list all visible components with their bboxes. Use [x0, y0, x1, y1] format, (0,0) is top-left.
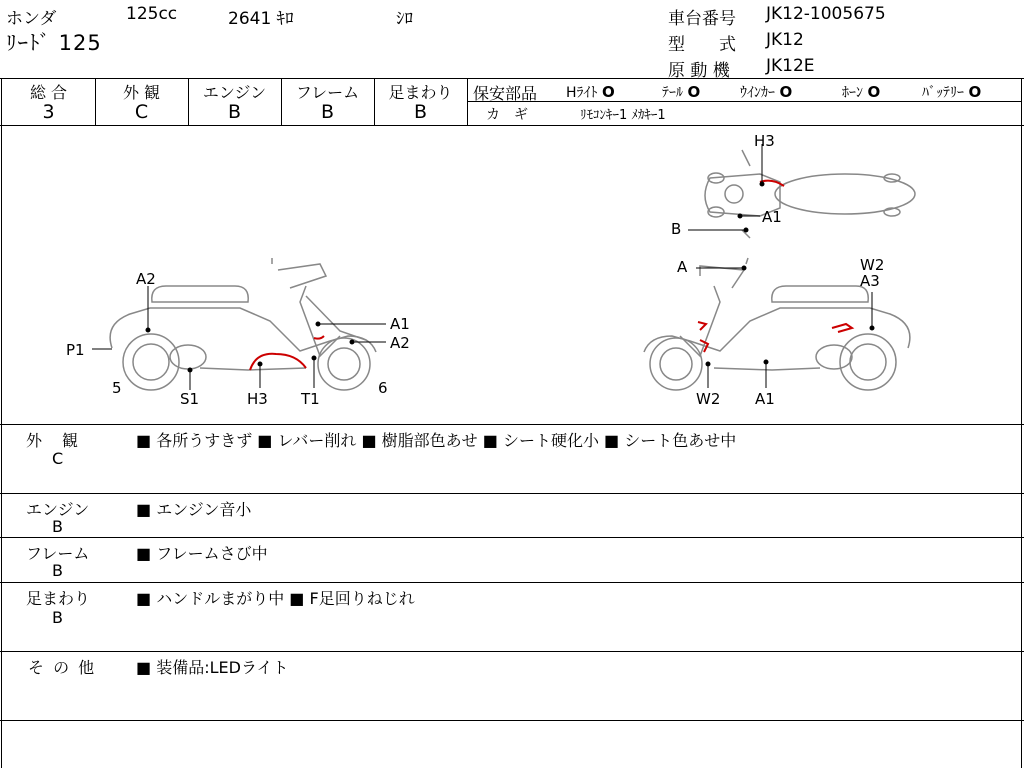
grade-label: 外 観 [122, 83, 161, 102]
section-grade: B [52, 608, 63, 627]
callout-label: H3 [247, 390, 268, 408]
section-label: 外 観 [26, 431, 81, 450]
safety-label: 保安部品 [473, 84, 538, 103]
model-name: ﾘｰﾄﾞ 125 [6, 31, 102, 55]
grade-value: B [413, 101, 428, 123]
callout-label: H3 [754, 132, 775, 150]
callout-label: A2 [390, 334, 410, 352]
mileage: 2641 ｷﾛ [228, 9, 294, 29]
callout-label: A1 [762, 208, 782, 226]
scooter-top-view [705, 150, 915, 238]
section-remarks: ■ ハンドルまがり中 ■ F足回りねじれ [136, 589, 415, 608]
engine-label: 原 動 機 [668, 61, 730, 81]
grade-value: 3 [42, 101, 55, 123]
safety-item [566, 82, 615, 102]
grade-label: エンジン [202, 83, 267, 102]
callout-label: P1 [66, 341, 85, 359]
divider [0, 582, 1024, 583]
safety-item [662, 82, 700, 102]
safety-item-status: O [779, 83, 793, 101]
grade-label: フレーム [295, 83, 360, 102]
key-value: ﾘﾓｺﾝｷｰ1 ﾒｶｷｰ1 [580, 108, 666, 123]
divider [0, 424, 1024, 425]
engine-value: JK12E [766, 56, 815, 76]
callout-label: A [677, 258, 688, 276]
grade-value: B [227, 101, 242, 123]
section-label: エンジン [26, 500, 90, 519]
callout-label: S1 [180, 390, 200, 408]
section-remarks: ■ フレームさび中 [136, 544, 268, 563]
grade-label: 足まわり [388, 83, 453, 102]
safety-item-name: ﾎｰﾝ [842, 85, 863, 101]
callout-label: A3 [860, 272, 880, 290]
safety-item [842, 82, 880, 102]
callout-label: B [671, 220, 682, 238]
type-value: JK12 [766, 30, 804, 50]
safety-item-name: ﾊﾞｯﾃﾘｰ [922, 85, 964, 101]
safety-item-name: ｳｲﾝｶｰ [740, 85, 775, 101]
divider [0, 651, 1024, 652]
callout-label: T1 [301, 390, 320, 408]
section-grade: C [52, 449, 64, 468]
key-label: カ ギ [486, 107, 528, 123]
section-label: 足まわり [26, 589, 91, 608]
divider [0, 720, 1024, 721]
callout-label: 5 [112, 379, 122, 397]
section-remarks: ■ 各所うすきず ■ レバー削れ ■ 樹脂部色あせ ■ シート硬化小 ■ シート色あせ中 [136, 431, 737, 450]
grade-value: B [320, 101, 335, 123]
color: ｼﾛ [396, 9, 413, 29]
safety-item-name: Hﾗｲﾄ [566, 85, 598, 101]
damage-mark [314, 336, 324, 339]
callout-label: W2 [860, 256, 885, 274]
safety-item-status: O [968, 83, 982, 101]
displacement: 125cc [126, 4, 178, 24]
frame-no-label: 車台番号 [668, 9, 736, 29]
divider [0, 493, 1024, 494]
safety-item [740, 82, 792, 102]
safety-item-name: ﾃｰﾙ [662, 85, 683, 101]
section-remarks: ■ 装備品:LEDライト [136, 658, 289, 677]
callout-label: A1 [390, 315, 410, 333]
divider [0, 78, 1024, 79]
callout-label: A1 [755, 390, 775, 408]
section-remarks: ■ エンジン音小 [136, 500, 252, 519]
section-label: そ の 他 [28, 658, 97, 677]
damage-mark [832, 324, 852, 332]
callout-label: W2 [696, 390, 721, 408]
section-label: フレーム [26, 544, 90, 563]
divider [0, 537, 1024, 538]
grade-label: 総 合 [29, 83, 68, 102]
section-grade: B [52, 561, 63, 580]
safety-item [922, 82, 981, 102]
section-grade: B [52, 517, 63, 536]
grade-value: C [134, 101, 149, 123]
safety-item-status: O [601, 83, 615, 101]
safety-item-status: O [687, 83, 701, 101]
type-label: 型 式 [668, 35, 736, 55]
frame-no: JK12-1005675 [766, 4, 886, 24]
safety-item-status: O [867, 83, 881, 101]
divider [467, 78, 468, 125]
callout-label: 6 [378, 379, 388, 397]
callout-label: A2 [136, 270, 156, 288]
maker: ホンダ [6, 9, 57, 29]
